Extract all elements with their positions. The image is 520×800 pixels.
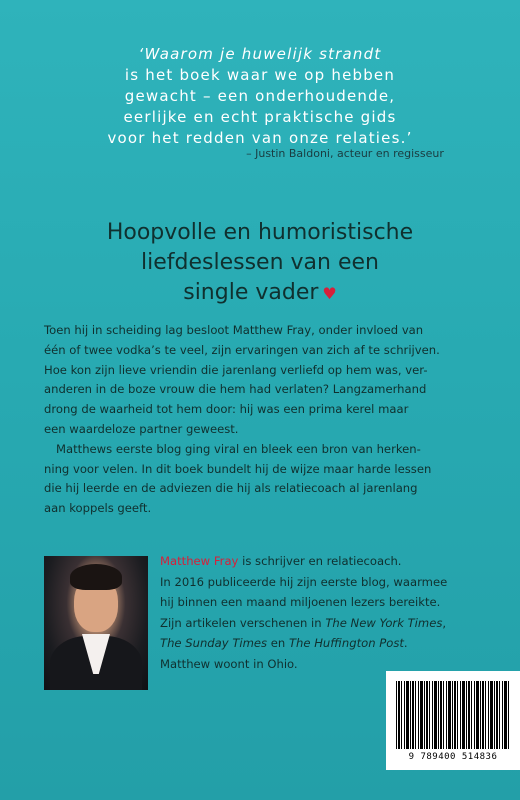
isbn-barcode — [386, 671, 520, 770]
endorsement-quote — [0, 44, 520, 149]
blurb-line-3: Hoe kon zijn lieve vriendin die jarenlang verliefd op hem was, ver- — [44, 362, 428, 377]
blurb-line-2: één of twee vodka’s te veel, zijn ervaringen van zich af te schrijven. — [44, 342, 440, 357]
bio-line-4-pre: Zijn artikelen verschenen in — [160, 615, 326, 630]
blurb-line-4: anderen in de boze vrouw die hem had verlaten? Langzamerhand — [44, 382, 427, 397]
blurb-line-6: een waardeloze partner geweest. — [44, 421, 239, 436]
headline-line-3 — [0, 278, 520, 309]
bio-line-5 — [160, 633, 510, 654]
author-photo-hair — [70, 564, 122, 590]
bio-line-4-post: , — [442, 615, 447, 630]
publication-nyt: The New York Times — [325, 615, 443, 630]
heart-icon: ♥ — [322, 284, 337, 303]
quote-book-title: ‘Waarom je huwelijk strandt — [138, 45, 382, 63]
bio-line-3: hij binnen een maand miljoenen lezers bereikte. — [160, 595, 441, 610]
quote-attribution: – Justin Baldoni, acteur en regisseur — [246, 147, 444, 160]
blurb-line-8: ning voor velen. In dit boek bundelt hij de wijze maar harde lessen — [44, 461, 432, 476]
blurb-line-7: Matthews eerste blog ging viral en bleek een bron van herken- — [56, 441, 421, 456]
bio-line-2: In 2016 publiceerde hij zijn eerste blog, waarmee — [160, 574, 448, 589]
bio-line-5-mid: en — [267, 636, 289, 651]
publication-sunday-times: The Sunday Times — [160, 636, 268, 651]
bio-line-4 — [160, 613, 510, 634]
headline-line-2: liefdeslessen van een — [141, 250, 379, 275]
headline — [0, 218, 520, 309]
quote-line-2: is het boek waar we op hebben — [124, 66, 396, 84]
bio-line-1 — [160, 551, 510, 572]
headline-line-3-text: single vader — [183, 280, 319, 305]
author-photo — [44, 556, 148, 690]
bio-line-6: Matthew woont in Ohio. — [160, 656, 298, 671]
blurb-line-1: Toen hij in scheiding lag besloot Matthew Fray, onder invloed van — [44, 323, 424, 337]
isbn-digits: 9 789400 514836 — [408, 752, 498, 762]
blurb-line-5: drong de waarheid tot hem door: hij was een prima kerel maar — [44, 402, 409, 417]
headline-line-1: Hoopvolle en humoristische — [106, 220, 414, 245]
quote-line-5: voor het redden van onze relaties.’ — [107, 129, 413, 147]
barcode-bars — [396, 681, 510, 749]
quote-line-4: eerlijke en echt praktische gids — [123, 108, 397, 126]
blurb-line-10: aan koppels geeft. — [44, 501, 152, 516]
blurb-line-9: die hij leerde en de adviezen die hij als relatiecoach al jarenlang — [44, 481, 418, 496]
bio-line-1-rest: is schrijver en relatiecoach. — [238, 554, 402, 568]
quote-line-1 — [0, 44, 520, 65]
bio-line-5-post: . — [403, 636, 408, 651]
author-name: Matthew Fray — [160, 554, 239, 568]
author-bio — [160, 551, 510, 675]
publication-huffington-post: The Huffington Post — [288, 636, 404, 651]
quote-line-3: gewacht – een onderhoudende, — [124, 87, 396, 105]
blurb-text — [44, 321, 476, 519]
